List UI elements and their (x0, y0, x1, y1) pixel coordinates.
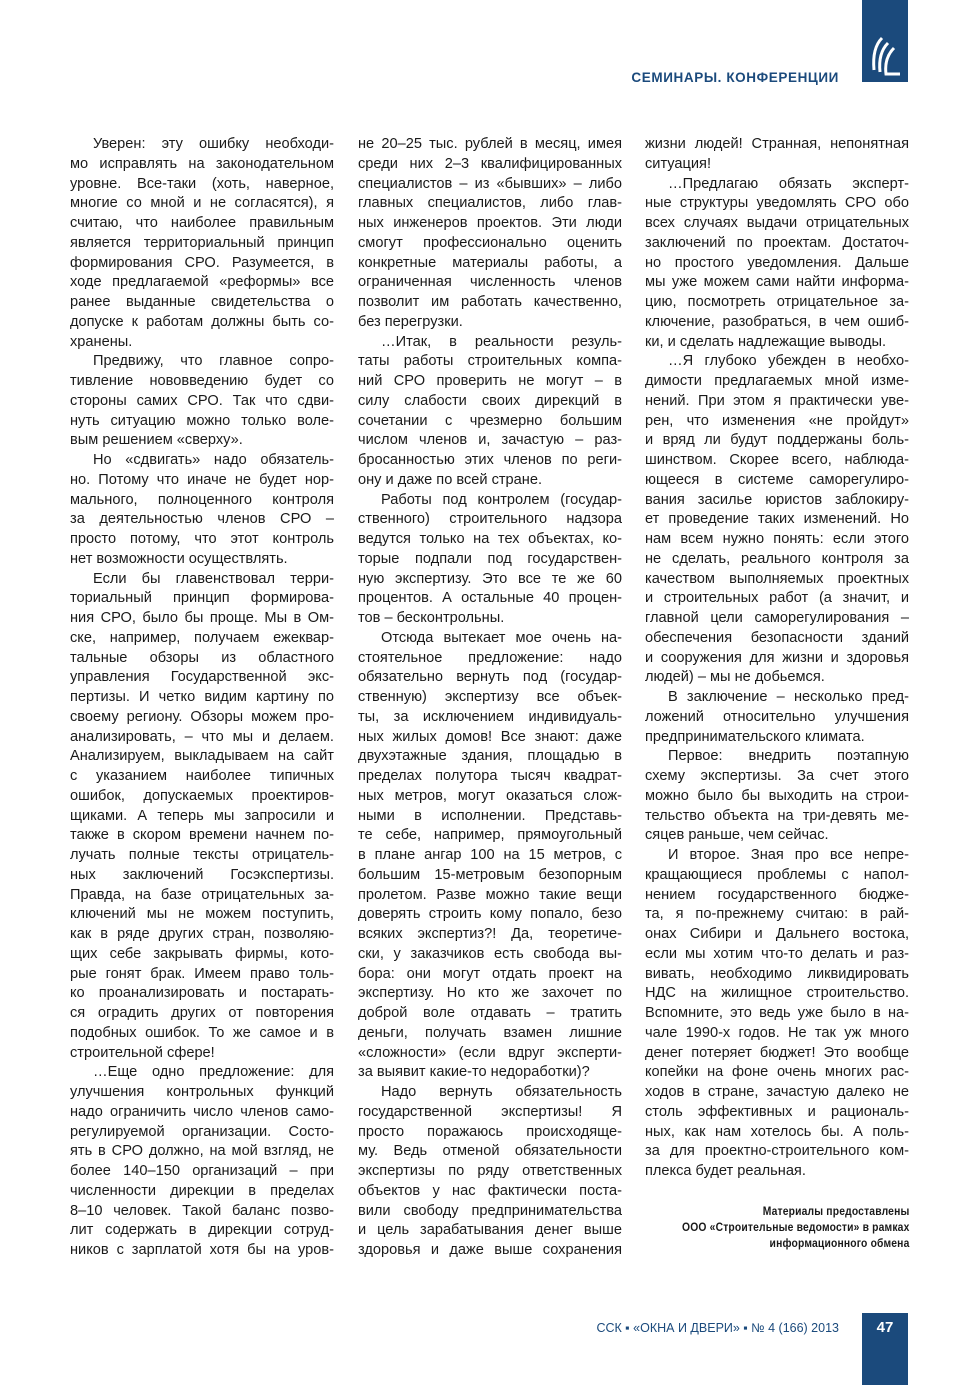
text-line: онах Сибири и Дальнего востока, (645, 926, 909, 942)
text-line: ситуация! (645, 155, 712, 172)
paragraph (358, 1083, 622, 1261)
text-line: жизни людей! Странная, непонятная (645, 136, 909, 152)
text-line: считаю, что наиболее правильным (70, 215, 334, 231)
text-line: И второе. Зная про все непре- (668, 847, 909, 863)
text-line: анализировать, – что мы и делаем. (70, 728, 334, 745)
text-line: «сложности» (если вдруг эксперти- (358, 1044, 622, 1061)
text-line: вания засилье юристов заблокиру- (645, 491, 909, 508)
paragraph (645, 175, 909, 353)
text-line: государственной экспертизы! Я (358, 1103, 622, 1120)
text-line: ных метров, могут оказаться слож- (358, 787, 622, 804)
text-line: таты работы строительных компа- (358, 353, 622, 370)
text-line: те себе, например, прямоугольный (358, 827, 622, 844)
text-line: пределах полутора тысяч квадрат- (358, 768, 622, 784)
text-line: ты, за исключением индивидуаль- (358, 708, 622, 725)
text-line: является территориальный принцип (70, 234, 334, 251)
text-line: качеством выполняемых проектных (645, 570, 909, 587)
text-line: большим 15-метровым безопорным (358, 866, 622, 883)
text-line: просто поражаюсь происходяще- (358, 1123, 622, 1140)
source-credit (682, 1203, 909, 1251)
text-line: нуть ситуацию можно только воле- (70, 412, 334, 429)
text-line: сяцев раньше, чем сейчас. (645, 827, 829, 844)
text-line: стороны самих СРО. Так что сдви- (70, 392, 334, 409)
text-line: ных, как нам хотелось бы. А поль- (645, 1123, 909, 1140)
text-line: за деятельностью членов СРО – (70, 511, 334, 528)
text-line: объектов у нас фактически поста- (358, 1182, 622, 1199)
text-line: и цель зарабатывания денег выше (358, 1222, 622, 1239)
text-line: хранены. (70, 333, 133, 350)
section-title: СЕМИНАРЫ. КОНФЕРЕНЦИИ (631, 70, 839, 85)
text-line: ске, например, получаем ежеквар- (70, 629, 334, 646)
text-line: …Еще одно предложение: для (93, 1064, 334, 1081)
text-line: ных заключений Госэкспертизы. (70, 866, 334, 883)
text-line: 8–10 человек. Такой баланс позво- (70, 1202, 334, 1219)
text-line: многие со мной и не согласятся), я (70, 195, 334, 212)
text-line: главных специалистов, либо глав- (358, 195, 622, 212)
text-line: пертизы. И четко видим картину по (70, 689, 334, 705)
text-line: специалистов – из «бывших» – либо (358, 175, 622, 192)
text-line: более 140–150 организаций – при (70, 1163, 334, 1179)
text-line: процентов. А остальные 40 процен- (358, 590, 622, 607)
text-line: с указанием наиболее типичных (70, 768, 334, 784)
source-credit-line: ООО «Строительные ведомости» в рамках (681, 1220, 909, 1234)
text-line: чале 1990-х годов. Не так уж много (645, 1024, 909, 1041)
text-line: му. Ведь отменой обязательности (358, 1143, 622, 1160)
paragraph (70, 1063, 334, 1261)
text-line: …Я глубоко убежден в необхо- (668, 353, 909, 370)
text-line: предпринимательского климата. (645, 728, 865, 745)
text-line: нений. При этом я практически уве- (645, 392, 909, 409)
text-line: ников с зарплатой хотя бы на уров- (70, 1242, 334, 1258)
text-line: и строительных работ (а значит, и (645, 590, 909, 607)
text-line: ко проанализировать и постарать- (70, 985, 334, 1002)
text-line: ведутся только на тех объектах, ко- (358, 531, 622, 547)
text-line: и сооружения для жизни и здоровья (645, 649, 909, 666)
text-line: формирования СРО. Разумеется, в (70, 254, 334, 271)
text-line: …Итак, в реальности резуль- (381, 333, 622, 350)
text-line: мо исправлять на законодательном (70, 155, 334, 172)
paragraph (358, 629, 622, 1083)
text-line: рен, что изменения «не пройдут» (645, 412, 909, 429)
text-line: ключений мы не можем поступить, (70, 906, 334, 923)
paragraph (645, 352, 909, 688)
text-line: ошибок, допускаемых проектиров- (70, 787, 334, 804)
text-line: ранее выданные свидетельства о (70, 294, 334, 310)
text-line: бросанностью этих членов по реги- (358, 452, 622, 468)
text-line: Уверен: эту ошибку необходи- (93, 136, 334, 152)
text-line: в плане ангар 100 на 15 метров, с (358, 847, 622, 863)
text-line: позволит им работать качественно, (358, 294, 622, 310)
text-line: мы уже можем сами найти информа- (645, 274, 909, 291)
article-column-1 (70, 135, 334, 1261)
text-line: строительной сфере! (70, 1044, 215, 1061)
text-line: ных инженеров проектов. Эти люди (358, 215, 622, 231)
text-line: доброй воле отдавать – тратить (358, 1005, 622, 1021)
text-line: всех случаях выдачи отрицательных (645, 215, 909, 231)
text-line: смогут профессионально оценить (358, 234, 622, 251)
text-line: ять в СРО должно, на мой взгляд, не (70, 1143, 334, 1160)
text-line: вивать, необходимо ликвидировать (645, 965, 909, 982)
source-credit-line: Материалы предоставлены (762, 1204, 909, 1218)
paragraph (645, 135, 909, 175)
text-line: щих себе закрывать фирмы, кото- (70, 945, 334, 962)
text-line: просто потому, что этот контроль (70, 531, 334, 547)
text-line: экспертизы по ряду ответственных (358, 1163, 622, 1179)
text-line: тальные обзоры из областного (70, 649, 334, 666)
text-line: ными в исполнении. Представь- (358, 807, 622, 824)
text-line: заключений по проектам. Достаточ- (645, 234, 909, 251)
text-line: Отсюда вытекает мое очень на- (381, 629, 622, 646)
text-line: числом членов и, зачастую – раз- (358, 432, 622, 449)
text-line: численности дирекции в пределах (70, 1182, 334, 1199)
text-line: за для проектно-строительного ком- (645, 1143, 909, 1160)
text-line: Первое: внедрить поэтапную (668, 748, 909, 765)
text-line: можно было бы выходить на строи- (645, 787, 909, 804)
text-line: надо ограничить число членов само- (70, 1103, 334, 1120)
text-line: плекса будет реальная. (645, 1163, 806, 1179)
text-line: если мы хотим что-то делать и раз- (645, 945, 909, 962)
text-line: главной цели саморегулирования – (645, 610, 909, 626)
text-line: ложений относительно улучшения (645, 708, 909, 725)
text-line: та, я по-прежнему считаю: в рай- (645, 906, 909, 923)
text-line: ходе предлагаемой «реформы» все (70, 274, 334, 291)
text-line: В заключение – несколько пред- (668, 689, 909, 705)
text-line: …Предлагаю обязать эксперт- (668, 175, 909, 192)
text-line: лучать полные тексты отрицатель- (70, 847, 334, 863)
paragraph (358, 333, 622, 491)
text-line: Вспомните, это ведь уже было в на- (645, 1005, 909, 1021)
paragraph (70, 135, 334, 352)
text-line: нением государственного бюдже- (645, 886, 909, 903)
text-line: торые подпали под государствен- (358, 550, 622, 567)
text-line: силу слабости своих дирекций в (358, 392, 622, 409)
text-line: сочетании с чрезмерно большим (358, 412, 622, 429)
text-line: Работы под контролем (государ- (381, 491, 622, 508)
text-line: вым решением «сверху». (70, 432, 243, 449)
text-line: копейки на фоне очень многих рас- (645, 1064, 909, 1081)
text-line: димости предлагаемых мной изме- (645, 373, 909, 389)
text-line: и вряд ли будут поддержаны боль- (645, 432, 909, 449)
page-number-box (862, 1313, 908, 1385)
paragraph (70, 570, 334, 1064)
text-line: кращающиеся проблемы с напол- (645, 866, 909, 883)
paragraph (70, 352, 334, 451)
text-line: экспертизу. Но кто же захочет по (358, 985, 622, 1002)
text-line: всяких экспертиз?! Да, теоретиче- (358, 926, 622, 942)
text-line: тельство объекта на три-девять ме- (645, 807, 909, 824)
text-line: денег потеряет бюджет! Это вообще (645, 1044, 909, 1061)
text-line: допуске к работам должны быть со- (70, 313, 334, 330)
text-line: щиками. А теперь мы запросили и (70, 807, 334, 824)
paragraph (645, 846, 909, 1182)
text-line: но. Потому что иначе не будет нор- (70, 471, 334, 488)
text-line: ключение, разобраться, в чем ошиб- (645, 313, 909, 330)
logo-icon (868, 34, 902, 78)
text-line: не 20–25 тыс. рублей в месяц, имея (358, 136, 622, 152)
text-line: ния СРО, было бы проще. Мы в Ом- (70, 610, 334, 626)
text-line: ственного) строительного надзора (358, 511, 622, 528)
text-line: ные структуры уведомлять СРО обо (645, 195, 909, 212)
text-line: ки, и сделать надлежащие выводы. (645, 333, 887, 350)
text-line: без перегрузки. (358, 313, 463, 330)
text-line: стоятельное предложение: надо (358, 649, 622, 666)
text-line: ограниченная численность членов (358, 274, 622, 291)
text-line: Если бы главенствовал терри- (93, 570, 334, 587)
text-line: здоровья и даже выше сохранения (358, 1242, 622, 1258)
text-line: обеспечения безопасности зданий (645, 629, 909, 646)
paragraph (358, 491, 622, 629)
text-line: нет возможности осуществлять. (70, 550, 288, 567)
text-line: схему экспертизы. За счет этого (645, 768, 909, 784)
text-line: ону и даже по всей стране. (358, 471, 543, 488)
paragraph (70, 451, 334, 570)
text-line: мального, полноценного контроля (70, 491, 334, 508)
text-line: обязательно вернуть под (государ- (358, 669, 622, 686)
text-line: ходов в стране, зачастую далеко не (645, 1084, 909, 1100)
paragraph (645, 688, 909, 747)
text-line: Анализируем, выкладываем на сайт (70, 748, 334, 765)
article-column-3 (645, 135, 909, 1182)
text-line: регулируемой организации. Состо- (70, 1123, 334, 1140)
text-line: за выявит какие-то недоработки)? (358, 1064, 590, 1081)
paragraph (645, 747, 909, 846)
text-line: вили свободу предпринимательства (358, 1202, 622, 1219)
text-line: людей) – мы не добьемся. (645, 669, 825, 686)
text-line: не сделать, реального контроля за (645, 550, 909, 567)
publication-info: ССК ▪ «ОКНА И ДВЕРИ» ▪ № 4 (166) 2013 (596, 1321, 839, 1335)
text-line: ет проведение таких изменений. Но (645, 511, 909, 528)
text-line: среди них 2–3 квалифицированных (358, 155, 622, 172)
paragraph (358, 135, 622, 333)
article-column-2 (358, 135, 622, 1261)
text-line: лит содержать в дирекции сотруд- (70, 1222, 334, 1239)
text-line: подобных ошибок. То же самое и в (70, 1024, 334, 1041)
source-credit-line: информационного обмена (769, 1236, 909, 1250)
text-line: ную экспертизу. Это все те же 60 (358, 570, 622, 587)
text-line: конкретные материалы работы, а (358, 254, 622, 271)
text-line: Правда, на базе отрицательных за- (70, 886, 334, 903)
text-line: доверять строить кому попало, безо (358, 906, 622, 923)
text-line: цию, посмотреть отрицательное за- (645, 294, 909, 310)
text-line: тов – бесконтрольны. (358, 610, 505, 626)
text-line: ний СРО проверить не могут – в (358, 373, 622, 389)
text-line: ных жилых домов! Все знают: даже (358, 728, 622, 745)
text-line: Надо вернуть обязательность (381, 1084, 622, 1100)
text-line: управления Государственной экс- (70, 669, 334, 686)
text-line: бора: они могут отдать проект на (358, 965, 622, 982)
text-line: ющееся в системе саморегулиро- (645, 471, 909, 488)
magazine-logo (862, 0, 908, 82)
text-line: шинством. Скорее всего, наблюда- (645, 452, 909, 468)
text-line: тивление нововведению будет со (70, 373, 334, 389)
text-line: двухэтажные здания, площадью в (358, 748, 622, 765)
text-line: ся оградить других от повторения (70, 1005, 334, 1021)
text-line: уровне. Все-таки (хоть, наверное, (70, 175, 334, 192)
text-line: ски, у заказчиков есть свобода вы- (358, 945, 622, 962)
text-line: но простого уведомления. Дальше (645, 254, 909, 271)
text-line: ториальный принцип формирова- (70, 590, 334, 607)
text-line: НДС на жилищное строительство. (645, 985, 909, 1002)
page-number: 47 (876, 1319, 894, 1336)
text-line: Но «сдвигать» надо обязатель- (93, 452, 334, 468)
text-line: также в скором времени начнем по- (70, 827, 334, 844)
text-line: столь эффективных и рациональ- (645, 1103, 909, 1120)
text-line: своему региону. Обзоры можем про- (70, 708, 334, 725)
text-line: рые гонят брак. Имеем право толь- (70, 965, 334, 982)
text-line: ственную) экспертизу все объек- (358, 689, 622, 705)
text-line: деньги, получать взамен лишние (358, 1024, 622, 1041)
text-line: пролетом. Разве можно такие вещи (358, 886, 622, 903)
text-line: как в ряде других стран, позволяю- (70, 926, 334, 942)
text-line: улучшения контрольных функций (70, 1084, 334, 1100)
text-line: Предвижу, что главное сопро- (93, 353, 334, 370)
text-line: нам всем нужно понять: если этого (645, 531, 909, 547)
